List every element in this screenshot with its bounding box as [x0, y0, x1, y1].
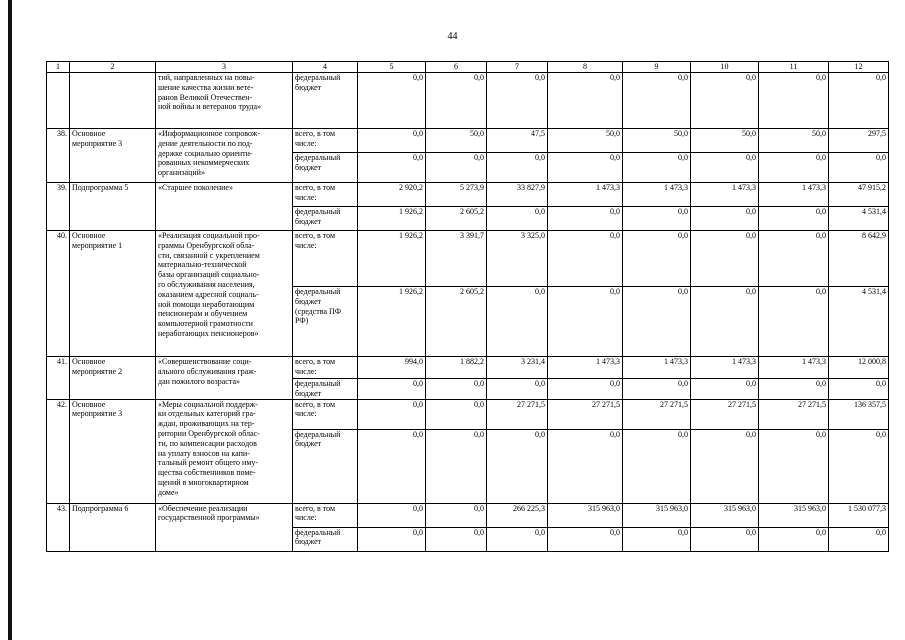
value-cell: 50,0 — [691, 129, 759, 153]
row-name: «Реализация социальной про- граммы Оренбургской обла- сти, связанной с укреплением материально-технической базы организаций социально- го обслуживания населения, оказанием адресной социаль- ной помощи неработающим пенсионерам и обучением компьютерной грамотности неработающих пенсионеров» — [156, 231, 293, 357]
row-name: «Совершенствование соци- ального обслуживания граж- дан пожилого возраста» — [156, 357, 293, 400]
row-type: Подпрограмма 6 — [70, 503, 156, 551]
value-cell: 27 271,5 — [487, 399, 548, 429]
value-cell: 0,0 — [759, 527, 829, 551]
value-cell: 0,0 — [759, 207, 829, 231]
value-cell: 0,0 — [358, 503, 426, 527]
value-cell: 0,0 — [548, 73, 623, 129]
value-cell: 47,5 — [487, 129, 548, 153]
value-cell: 0,0 — [487, 527, 548, 551]
funding-source: федеральный бюджет — [293, 527, 358, 551]
table-row — [47, 183, 889, 207]
value-cell: 50,0 — [759, 129, 829, 153]
value-cell: 8 642,9 — [829, 231, 889, 287]
value-cell: 0,0 — [426, 527, 487, 551]
table-row — [47, 231, 889, 287]
column-header: 12 — [829, 62, 889, 73]
column-header: 10 — [691, 62, 759, 73]
value-cell: 0,0 — [691, 153, 759, 183]
value-cell: 0,0 — [358, 129, 426, 153]
row-type: Основное мероприятие 3 — [70, 399, 156, 503]
row-number: 38. — [47, 129, 70, 183]
funding-source: всего, в том числе: — [293, 129, 358, 153]
value-cell: 1 473,3 — [623, 357, 691, 379]
row-name: «Информационное сопровож- дение деятельности по под- держке социально ориенти- рованных некоммерческих организаций» — [156, 129, 293, 183]
column-header: 3 — [156, 62, 293, 73]
value-cell: 27 271,5 — [691, 399, 759, 429]
value-cell: 3 391,7 — [426, 231, 487, 287]
value-cell: 0,0 — [691, 231, 759, 287]
funding-source: всего, в том числе: — [293, 183, 358, 207]
value-cell: 2 605,2 — [426, 287, 487, 357]
value-cell: 0,0 — [358, 527, 426, 551]
value-cell: 1 473,3 — [623, 183, 691, 207]
value-cell: 1 473,3 — [759, 357, 829, 379]
column-header: 2 — [70, 62, 156, 73]
value-cell: 0,0 — [691, 73, 759, 129]
value-cell: 0,0 — [759, 231, 829, 287]
value-cell: 0,0 — [358, 399, 426, 429]
value-cell: 5 273,9 — [426, 183, 487, 207]
table-row — [47, 503, 889, 527]
value-cell: 3 325,0 — [487, 231, 548, 287]
funding-source: федеральный бюджет — [293, 153, 358, 183]
value-cell: 0,0 — [487, 429, 548, 503]
value-cell: 0,0 — [426, 503, 487, 527]
value-cell: 1 473,3 — [691, 357, 759, 379]
value-cell: 27 271,5 — [623, 399, 691, 429]
column-header: 7 — [487, 62, 548, 73]
value-cell: 2 605,2 — [426, 207, 487, 231]
value-cell: 1 473,3 — [691, 183, 759, 207]
value-cell: 0,0 — [548, 429, 623, 503]
column-header: 9 — [623, 62, 691, 73]
value-cell: 0,0 — [829, 429, 889, 503]
value-cell: 0,0 — [623, 527, 691, 551]
funding-source: федеральный бюджет — [293, 429, 358, 503]
value-cell: 1 926,2 — [358, 207, 426, 231]
value-cell: 0,0 — [426, 73, 487, 129]
value-cell: 0,0 — [623, 153, 691, 183]
value-cell: 297,5 — [829, 129, 889, 153]
row-number: 40. — [47, 231, 70, 357]
header-row — [47, 62, 889, 73]
funding-source: всего, в том числе: — [293, 399, 358, 429]
row-type: Основное мероприятие 3 — [70, 129, 156, 183]
value-cell: 0,0 — [691, 527, 759, 551]
value-cell: 315 963,0 — [548, 503, 623, 527]
value-cell: 47 915,2 — [829, 183, 889, 207]
column-header: 6 — [426, 62, 487, 73]
value-cell: 0,0 — [691, 207, 759, 231]
table-row — [47, 357, 889, 379]
value-cell: 0,0 — [759, 429, 829, 503]
value-cell: 0,0 — [829, 73, 889, 129]
column-header: 1 — [47, 62, 70, 73]
row-type: Основное мероприятие 1 — [70, 231, 156, 357]
column-header: 11 — [759, 62, 829, 73]
value-cell: 0,0 — [487, 287, 548, 357]
value-cell: 2 920,2 — [358, 183, 426, 207]
funding-source: всего, в том числе: — [293, 357, 358, 379]
row-name: тий, направленных на повы- шение качества жизни вете- ранов Великой Отечествен- ной войны и ветеранов труда» — [156, 73, 293, 129]
value-cell: 4 531,4 — [829, 287, 889, 357]
value-cell: 1 530 077,3 — [829, 503, 889, 527]
value-cell: 0,0 — [759, 73, 829, 129]
row-name: «Старшее поколение» — [156, 183, 293, 231]
table-row — [47, 73, 889, 129]
value-cell: 0,0 — [691, 287, 759, 357]
row-number: 39. — [47, 183, 70, 231]
value-cell: 27 271,5 — [548, 399, 623, 429]
value-cell: 0,0 — [548, 287, 623, 357]
funding-source: федеральный бюджет — [293, 73, 358, 129]
column-header: 8 — [548, 62, 623, 73]
scan-edge-bar — [8, 0, 12, 640]
value-cell: 1 926,2 — [358, 231, 426, 287]
row-number: 43. — [47, 503, 70, 551]
value-cell: 0,0 — [487, 379, 548, 400]
value-cell: 0,0 — [759, 379, 829, 400]
row-type: Подпрограмма 5 — [70, 183, 156, 231]
value-cell: 0,0 — [829, 527, 889, 551]
value-cell: 0,0 — [623, 429, 691, 503]
value-cell: 1 473,3 — [548, 183, 623, 207]
value-cell: 4 531,4 — [829, 207, 889, 231]
value-cell: 0,0 — [548, 207, 623, 231]
page-number: 44 — [447, 31, 458, 42]
value-cell: 0,0 — [623, 207, 691, 231]
value-cell: 0,0 — [358, 153, 426, 183]
budget-table — [46, 61, 889, 552]
value-cell: 0,0 — [358, 429, 426, 503]
value-cell: 0,0 — [759, 287, 829, 357]
value-cell: 0,0 — [759, 153, 829, 183]
value-cell: 0,0 — [548, 379, 623, 400]
value-cell: 315 963,0 — [623, 503, 691, 527]
column-header: 5 — [358, 62, 426, 73]
value-cell: 0,0 — [623, 379, 691, 400]
value-cell: 1 926,2 — [358, 287, 426, 357]
value-cell: 1 473,3 — [759, 183, 829, 207]
value-cell: 266 225,3 — [487, 503, 548, 527]
row-number: 42. — [47, 399, 70, 503]
row-name: «Меры социальной поддерж- ки отдельных категорий гра- ждан, проживающих на тер- ритории Оренбургской облас- ти, по компенсации расходов на уплату взносов на капи- тальный ремонт общего иму- щества собственников поме- щений в многоквартирном доме» — [156, 399, 293, 503]
value-cell: 0,0 — [426, 399, 487, 429]
table-row — [47, 129, 889, 153]
row-number: 41. — [47, 357, 70, 400]
value-cell: 1 882,2 — [426, 357, 487, 379]
value-cell: 315 963,0 — [759, 503, 829, 527]
value-cell: 50,0 — [548, 129, 623, 153]
value-cell: 0,0 — [623, 287, 691, 357]
value-cell: 0,0 — [691, 429, 759, 503]
value-cell: 0,0 — [487, 73, 548, 129]
value-cell: 3 231,4 — [487, 357, 548, 379]
value-cell: 12 000,8 — [829, 357, 889, 379]
value-cell: 994,0 — [358, 357, 426, 379]
value-cell: 0,0 — [487, 153, 548, 183]
value-cell: 0,0 — [829, 153, 889, 183]
value-cell: 0,0 — [426, 153, 487, 183]
value-cell: 50,0 — [426, 129, 487, 153]
funding-source: всего, в том числе: — [293, 503, 358, 527]
value-cell: 50,0 — [623, 129, 691, 153]
row-type — [70, 73, 156, 129]
funding-source: федеральный бюджет (средства ПФ РФ) — [293, 287, 358, 357]
value-cell: 0,0 — [548, 231, 623, 287]
value-cell: 0,0 — [548, 527, 623, 551]
value-cell: 0,0 — [623, 231, 691, 287]
value-cell: 0,0 — [426, 429, 487, 503]
funding-source: федеральный бюджет — [293, 379, 358, 400]
value-cell: 27 271,5 — [759, 399, 829, 429]
value-cell: 0,0 — [358, 379, 426, 400]
value-cell: 136 357,5 — [829, 399, 889, 429]
value-cell: 0,0 — [426, 379, 487, 400]
value-cell: 33 827,9 — [487, 183, 548, 207]
column-header: 4 — [293, 62, 358, 73]
row-number — [47, 73, 70, 129]
funding-source: федеральный бюджет — [293, 207, 358, 231]
row-name: «Обеспечение реализации государственной программы» — [156, 503, 293, 551]
row-type: Основное мероприятие 2 — [70, 357, 156, 400]
funding-source: всего, в том числе: — [293, 231, 358, 287]
value-cell: 0,0 — [829, 379, 889, 400]
value-cell: 1 473,3 — [548, 357, 623, 379]
table-row — [47, 399, 889, 429]
value-cell: 0,0 — [548, 153, 623, 183]
value-cell: 0,0 — [623, 73, 691, 129]
value-cell: 315 963,0 — [691, 503, 759, 527]
value-cell: 0,0 — [487, 207, 548, 231]
value-cell: 0,0 — [358, 73, 426, 129]
value-cell: 0,0 — [691, 379, 759, 400]
